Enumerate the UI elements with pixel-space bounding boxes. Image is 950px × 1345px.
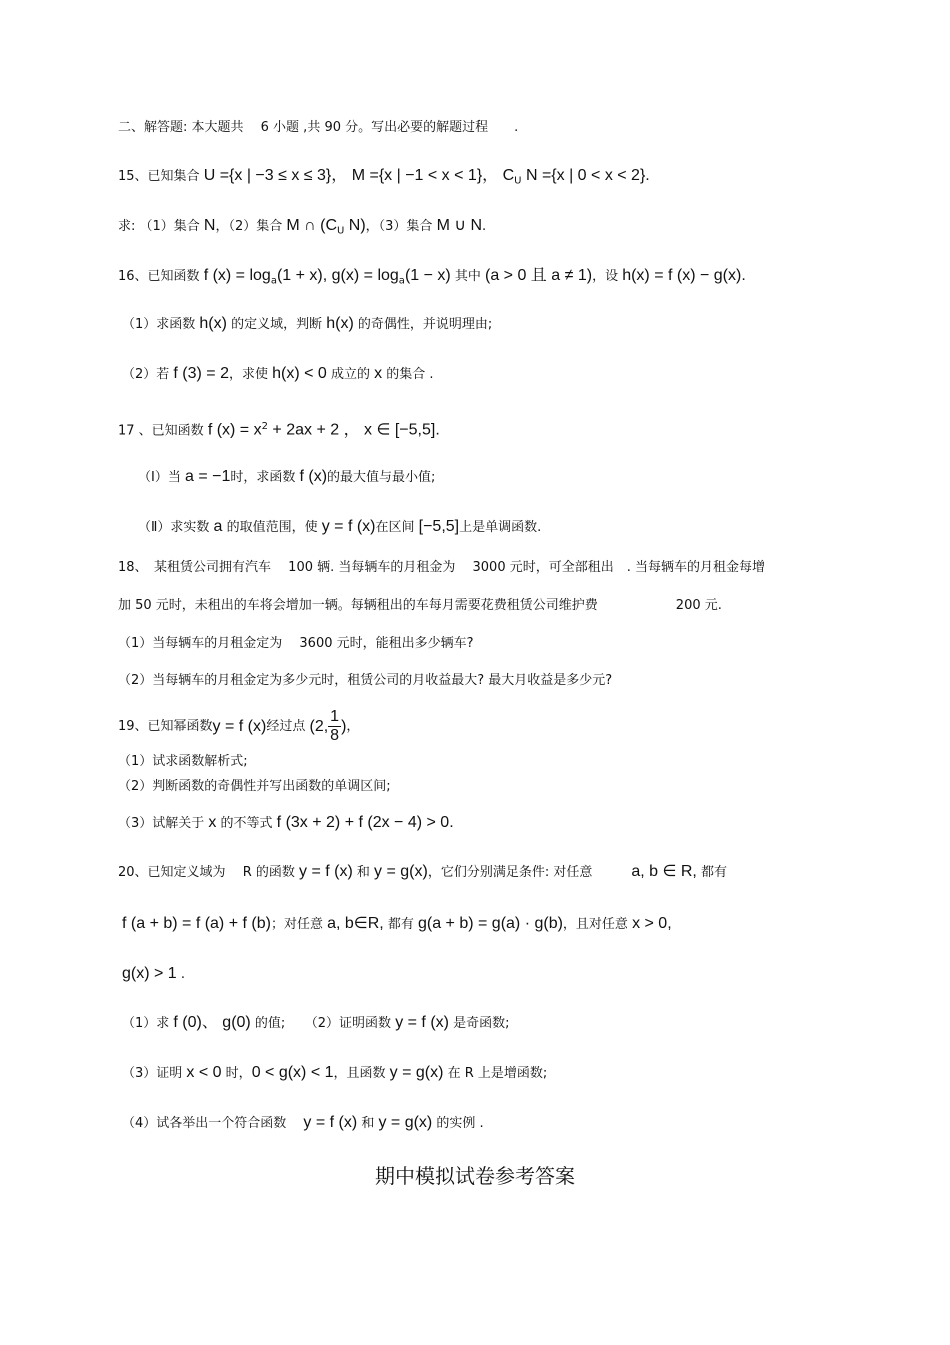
q15-stem xyxy=(0,166,950,192)
q20-p1-end: 是奇函数; xyxy=(448,1016,510,1031)
q16-stem-sub2: a xyxy=(398,275,405,287)
q15-stem-sub: U xyxy=(514,175,522,187)
q20-stem-end: 都有 xyxy=(696,865,728,880)
q17-p2-mid: 的取值范围，使 xyxy=(222,520,322,535)
q20-p3-end: 在 R 上是增函数; xyxy=(443,1066,548,1081)
q19-stem xyxy=(0,708,950,752)
q17-p1-prefix: （Ⅰ）当 xyxy=(138,470,185,485)
q17-p2-math3: [−5,5] xyxy=(418,518,460,535)
q19-frac-den: 8 xyxy=(330,727,340,744)
q19-stem-prefix: 19、已知幂函数 xyxy=(118,718,213,734)
q18-line1 xyxy=(0,558,950,578)
q17-stem-math2: + 2ax + 2 ， x ∈ [−5,5]. xyxy=(267,421,440,439)
q15-ask-mid2: ，（3）集合 xyxy=(365,219,437,234)
q20-p1-math2: y = f (x) xyxy=(395,1014,449,1031)
q16-p2-math2: h(x) < 0 xyxy=(272,365,327,382)
q20-stem-math1: R xyxy=(242,865,252,880)
q20-stem-mid: 的函数 xyxy=(251,865,299,880)
q16-stem-math4: (a > 0 且 a ≠ 1) xyxy=(485,267,593,284)
q16-p1-mid: 的定义域，判断 xyxy=(226,317,327,332)
q19-stem-math: y = f (x) xyxy=(212,717,267,735)
q19-p3-prefix: （3）试解关于 xyxy=(118,816,209,831)
q20-stem-prefix: 20、已知定义域为 xyxy=(118,865,243,880)
q17-stem xyxy=(0,417,950,441)
q19-frac-num: 1 xyxy=(330,708,340,725)
section-header-text: 二、解答题: 本大题共 6 小题 ,共 90 分。写出必要的解题过程 . xyxy=(118,120,519,135)
section-header xyxy=(0,118,950,138)
q16-p2-prefix: （2）若 xyxy=(122,367,174,382)
q20-p4-end: 的实例 . xyxy=(432,1116,484,1131)
q16-p2-math1: f (3) = 2 xyxy=(173,365,229,382)
q18-p1-text: （1）当每辆车的月租金定为 3600 元时，能租出多少辆车? xyxy=(118,636,474,651)
q16-stem-mid: 其中 xyxy=(450,269,485,284)
q20-stem-math4: a, b ∈ R, xyxy=(631,863,697,880)
q16-stem-mid2: ，设 xyxy=(592,269,623,284)
q20-line3 xyxy=(0,964,950,985)
q18-line2-text: 加 50 元时，未租出的车将会增加一辆。每辆租出的车每月需要花费租赁公司维护费 200 元. xyxy=(118,598,722,613)
q20-l2-mid: ；对任意 xyxy=(270,917,328,932)
q20-part1 xyxy=(0,1013,950,1034)
q20-stem-math3: y = g(x) xyxy=(374,863,428,880)
q15-ask-math1: N xyxy=(203,217,216,234)
q17-p2-prefix: （Ⅱ）求实数 xyxy=(138,520,214,535)
q19-p3-mid: 的不等式 xyxy=(216,816,277,831)
q17-p2-math: a xyxy=(213,518,223,535)
q20-p4-math1: y = f (x) xyxy=(303,1114,358,1131)
q19-fraction xyxy=(328,708,341,745)
q20-part3 xyxy=(0,1063,950,1084)
q20-stem-mid3: ，它们分别满足条件: 对任意 xyxy=(427,865,632,880)
q20-p1-math: f (0)、 g(0) xyxy=(173,1014,251,1031)
q17-stem-sup: 2 xyxy=(261,421,268,432)
q20-p3-math2: 0 < g(x) < 1 xyxy=(251,1064,334,1081)
q18-p2-text: （2）当每辆车的月租金定为多少元时，租赁公司的月收益最大? 最大月收益是多少元? xyxy=(118,673,613,688)
q16-p1-end: 的奇偶性，并说明理由; xyxy=(353,317,493,332)
q17-part2 xyxy=(0,517,950,538)
q19-part3 xyxy=(0,813,950,834)
q16-stem-math3: (1 − x) xyxy=(404,267,451,284)
q15-ask-math3: N) xyxy=(344,217,366,234)
q16-p2-mid2: 成立的 xyxy=(326,367,375,382)
q16-stem xyxy=(0,266,950,292)
q15-stem-prefix: 15、已知集合 xyxy=(118,169,200,184)
q20-stem-mid2: 和 xyxy=(352,865,375,880)
q18-part1 xyxy=(0,634,950,654)
q20-stem xyxy=(0,862,950,883)
q20-p3-mid: 时， xyxy=(221,1066,252,1081)
q17-stem-prefix: 17 、已知函数 xyxy=(118,423,208,439)
answer-title: 期中模拟试卷参考答案 xyxy=(375,1164,575,1188)
q20-p4-math2: y = g(x) xyxy=(378,1114,433,1131)
q17-p2-end: 上是单调函数. xyxy=(459,520,542,535)
q17-part1 xyxy=(0,467,950,488)
q20-p4-mid: 和 xyxy=(357,1116,379,1131)
q15-ask-math2: M ∩ (C xyxy=(286,217,337,234)
q17-p1-end: 时，求函数 xyxy=(230,470,300,485)
q17-p1-math2: f (x) xyxy=(299,468,328,485)
q16-part1 xyxy=(0,314,950,335)
q15-ask-prefix: 求: （1）集合 xyxy=(118,219,204,234)
q19-stem-mid: 经过点 xyxy=(266,718,306,734)
q15-ask-sub: U xyxy=(337,225,345,237)
q18-line1-text: 18、 某租赁公司拥有汽车 100 辆. 当每辆车的月租金为 3000 元时，可全部租出 . 当每辆车的月租金每增 xyxy=(118,560,765,575)
q19-stem-end: ， xyxy=(346,718,360,734)
q19-p2-text: （2）判断函数的奇偶性并写出函数的单调区间; xyxy=(118,779,391,794)
q16-p1-math2: h(x) xyxy=(326,315,354,332)
q16-part2 xyxy=(0,364,950,385)
q20-p3-math1: x < 0 xyxy=(186,1064,222,1081)
q16-stem-prefix: 16、已知函数 xyxy=(118,269,204,284)
q20-l2-mid2: 都有 xyxy=(383,917,418,932)
q16-p2-end: 的集合 . xyxy=(382,367,434,382)
q20-p3-math3: y = g(x) xyxy=(389,1064,444,1081)
q20-p4-prefix: （4）试各举出一个符合函数 xyxy=(122,1116,304,1131)
q16-p2-mid: ，求使 xyxy=(228,367,273,382)
q15-ask-end: . xyxy=(482,219,487,234)
q15-ask-math4: M ∪ N xyxy=(436,217,483,234)
q20-l2-math2: a, b∈R, xyxy=(327,915,384,932)
q16-stem-math2: (1 + x), g(x) = log xyxy=(276,267,399,284)
q20-l3-math: g(x) > 1 xyxy=(122,965,177,982)
q19-p3-math1: x xyxy=(208,814,217,831)
q18-line2 xyxy=(0,596,950,616)
q16-stem-math: f (x) = log xyxy=(203,267,271,284)
q17-p2-mid2: 在区间 xyxy=(375,520,419,535)
q16-p1-math1: h(x) xyxy=(199,315,227,332)
q16-p2-math3: x xyxy=(374,365,383,382)
q20-l2-math3: g(a + b) = g(a) · g(b) xyxy=(417,915,563,932)
q17-stem-math: f (x) = x xyxy=(207,421,262,439)
q17-p1-math: a = −1 xyxy=(184,468,231,485)
q20-p3-prefix: （3）证明 xyxy=(122,1066,187,1081)
q19-point-right: ) xyxy=(341,717,347,735)
q18-part2 xyxy=(0,671,950,691)
q19-point-left: (2, xyxy=(309,717,329,735)
q16-stem-sub1: a xyxy=(270,275,277,287)
q15-ask xyxy=(0,216,950,242)
q19-p1-text: （1）试求函数解析式; xyxy=(118,754,248,769)
q16-p1-prefix: （1）求函数 xyxy=(122,317,200,332)
q20-l2-math1: f (a + b) = f (a) + f (b) xyxy=(122,915,271,932)
q20-line2 xyxy=(0,914,950,935)
q20-l3-end: . xyxy=(176,967,185,982)
q20-p1-prefix: （1）求 xyxy=(122,1016,174,1031)
q20-l2-math4: x > 0, xyxy=(632,915,672,932)
q16-stem-math5: h(x) = f (x) − g(x). xyxy=(622,267,746,284)
q19-part1 xyxy=(0,752,950,772)
q20-p1-mid: 的值; （2）证明函数 xyxy=(250,1016,396,1031)
q15-stem-math: U ={x | −3 ≤ x ≤ 3}， M ={x | −1 < x < 1}， C xyxy=(203,167,515,184)
q19-part2 xyxy=(0,777,950,797)
q19-p3-math2: f (3x + 2) + f (2x − 4) > 0. xyxy=(276,814,454,831)
q17-p2-math2: y = f (x) xyxy=(321,518,376,535)
q20-p3-mid2: ，且函数 xyxy=(333,1066,390,1081)
q20-l2-mid3: ，且对任意 xyxy=(562,917,633,932)
q17-p1-end2: 的最大值与最小值; xyxy=(327,470,436,485)
q20-part4 xyxy=(0,1113,950,1134)
q20-stem-math2: y = f (x) xyxy=(299,863,353,880)
q15-ask-mid: ，（2）集合 xyxy=(215,219,287,234)
q15-stem-math2: N ={x | 0 < x < 2}. xyxy=(521,167,650,184)
